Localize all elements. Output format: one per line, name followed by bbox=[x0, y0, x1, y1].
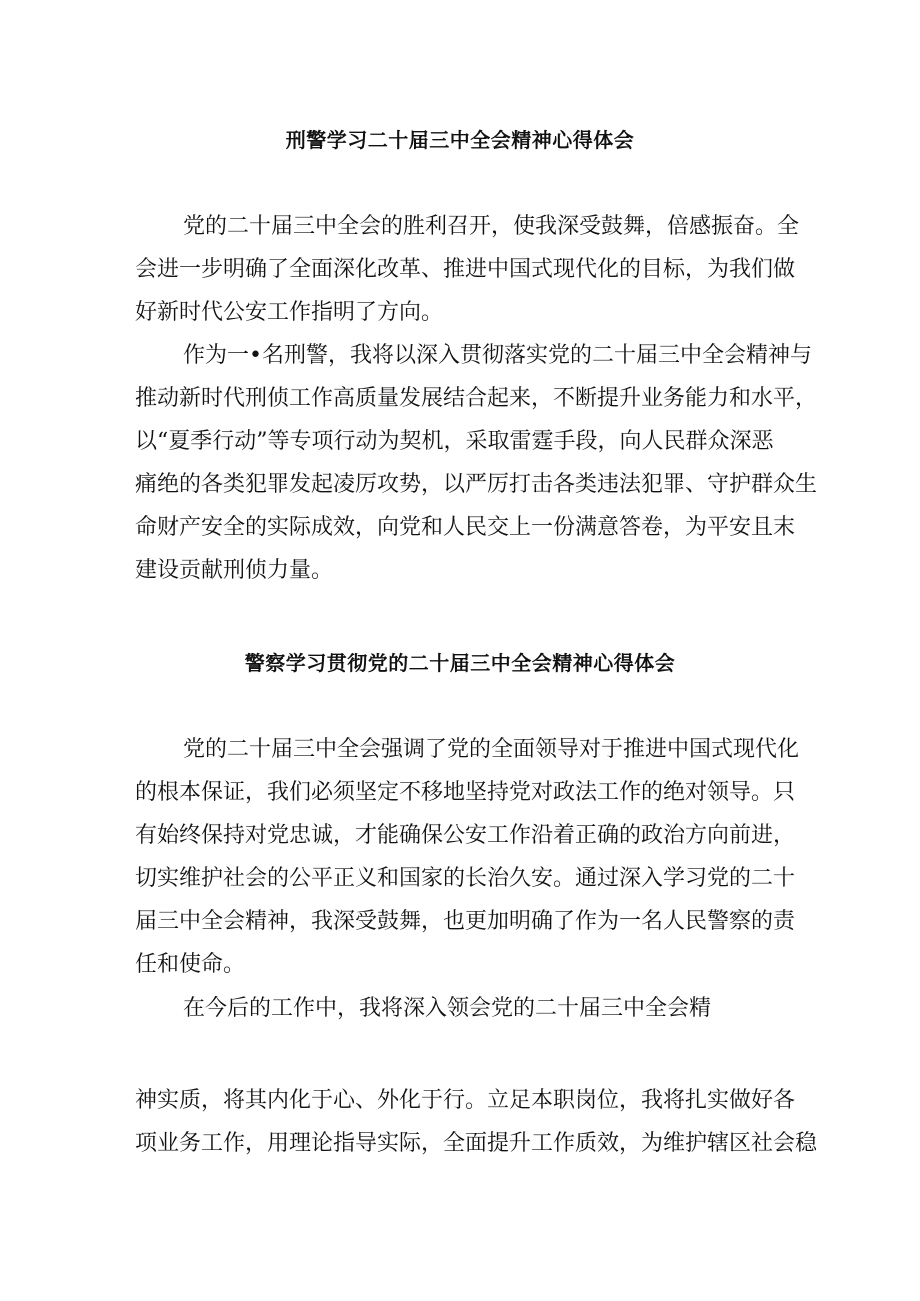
s1-p1-line3: 好新时代公安工作指明了方向。 bbox=[135, 300, 444, 325]
s2-p1-line1: 党的二十届三中全会强调了党的全面领导对于推进中国式现代化 bbox=[183, 737, 800, 762]
s1-p1-line2: 会进一步明确了全面深化改革、推进中国式现代化的目标，为我们做 bbox=[135, 257, 796, 282]
s1-p2-line2: 推动新时代刑侦工作高质量发展结合起来，不断提升业务能力和水平， bbox=[135, 386, 818, 411]
s1-p2-line1: 作为一•名刑警，我将以深入贯彻落实党的二十届三中全会精神与 bbox=[183, 343, 812, 368]
s2-p1-line5: 届三中全会精神，我深受鼓舞，也更加明确了作为一名人民警察的责 bbox=[135, 909, 796, 934]
s2-p1-line6: 任和使命。 bbox=[135, 952, 246, 977]
s1-p2-line4: 痛绝的各类犯罪发起凌厉攻势，以严厉打击各类违法犯罪、守护群众生 bbox=[135, 472, 818, 497]
s2-p2-line3: 项业务工作，用理论指导实际，全面提升工作质效，为维护辖区社会稳 bbox=[135, 1131, 818, 1156]
s2-p1-line3: 有始终保持对党忠诚，才能确保公安工作沿着正确的政治方向前进， bbox=[135, 823, 796, 848]
section2-title: 警察学习贯彻党的二十届三中全会精神心得体会 bbox=[244, 651, 676, 675]
s2-p1-line2: 的根本保证，我们必须坚定不移地坚持党对政法工作的绝对领导。只 bbox=[135, 780, 796, 805]
section1-title: 刑警学习二十届三中全会精神心得体会 bbox=[285, 128, 635, 152]
s1-p2-line5: 命财产安全的实际成效，向党和人民交上一份满意答卷，为平安且末 bbox=[135, 515, 796, 540]
s2-p2-line2: 神实质，将其内化于心、外化于行。立足本职岗位，我将扎实做好各 bbox=[135, 1088, 796, 1113]
s1-p1-line1: 党的二十届三中全会的胜利召开，使我深受鼓舞，倍感振奋。全 bbox=[183, 214, 800, 239]
s2-p1-line4: 切实维护社会的公平正义和国家的长治久安。通过深入学习党的二十 bbox=[135, 866, 796, 891]
s1-p2-line6: 建设贡献刑侦力量。 bbox=[135, 558, 334, 583]
s1-p2-line3: 以“夏季行动”等专项行动为契机，采取雷霆手段，向人民群众深恶 bbox=[135, 429, 774, 454]
s2-p2-line1: 在今后的工作中，我将深入领会党的二十届三中全会精 bbox=[183, 996, 712, 1021]
